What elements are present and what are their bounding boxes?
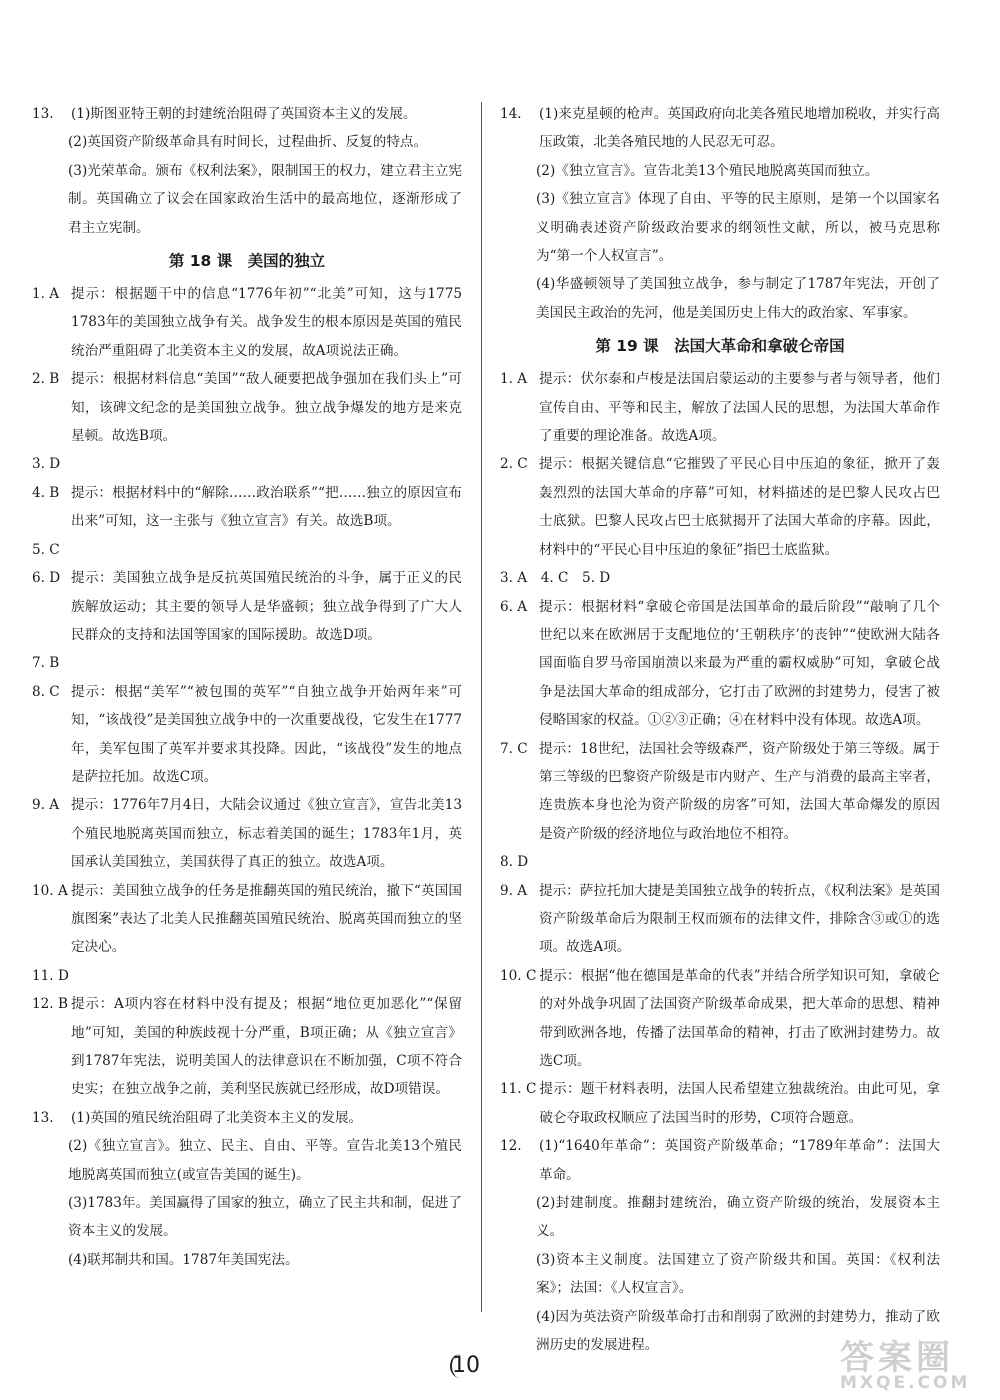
answer-item-13: [32, 1104, 462, 1274]
item-number: 13.: [32, 106, 54, 122]
item-text: [72, 962, 462, 990]
item-number: 11. D: [32, 967, 69, 984]
item-text: 提示：1776年7月4日，大陆会议通过《独立宣言》，宣告北美13个殖民地脱离英国而独立，标志着美国的诞生；1783年1月，英国承认美国独立，美国获得了真正的独立。故选A项。: [71, 797, 462, 871]
item-part: (1)斯图亚特王朝的封建统治阻碍了英国资本主义的发展。: [71, 106, 417, 122]
item-text: [613, 564, 940, 592]
answer-item: [500, 450, 940, 564]
item-text: 提示：根据材料中的“解除……政治联系”“把……独立的原因宣布出来”可知，这一主张与《独立宣言》有关。故选B项。: [71, 484, 462, 530]
item-text: 提示：根据材料信息“美国”“敌人硬要把战争强加在我们头上”可知，该碑文纪念的是美国独立战争。独立战争爆发的地方是来克星顿。故选B项。: [71, 371, 462, 445]
item-text: 提示：18世纪，法国社会等级森严，资产阶级处于第三等级。属于第三等级的巴黎资产阶级是市内财产、生产与消费的最高主宰者，连贵族本身也沦为资产阶级的房客”可知，法国大革命爆发的原因是资产阶级的经济地位与政治地位不相符。: [539, 740, 940, 842]
answer-item: [500, 848, 940, 876]
item-part: (3)《独立宣言》体现了自由、平等的民主原则，是第一个以国家名义明确表述资产阶级政治要求的纲领性文献，所以，被马克思称为“第一个人权宣言”。: [536, 191, 940, 265]
lesson-18-heading: 第 18 课 美国的独立: [168, 252, 326, 271]
answer-item: [32, 791, 462, 876]
item-number: 9. A: [32, 797, 60, 814]
item-number: 10. A: [32, 882, 68, 899]
item-number: 5. C: [32, 541, 60, 558]
item-text: [71, 450, 462, 478]
item-part: (1)来克星顿的枪声。英国政府向北美各殖民地增加税收，并实行高压政策，北美各殖民地的人民忍无可忍。: [539, 106, 940, 151]
item-text: 提示：美国独立战争的任务是推翻英国的殖民统治，撤下“英国国旗图案”表达了北美人民推翻英国殖民统治、脱离英国而独立的坚定决心。: [71, 882, 462, 956]
item-number: 4. B: [32, 484, 60, 501]
item-text: 提示：根据“他在德国是革命的代表”并结合所学知识可知，拿破仑的对外战争巩固了法国资产阶级革命成果，把大革命的思想、精神带到欧洲各地，传播了法国革命的精神，打击了欧洲封建势力。故选C项。: [539, 967, 940, 1069]
answer-item-13-prev: [32, 100, 462, 242]
item-number: 12.: [500, 1138, 522, 1155]
item-part: (3)1783年。美国赢得了国家的独立，确立了民主共和制，促进了资本主义的发展。: [68, 1195, 462, 1240]
item-part: (4)华盛顿领导了美国独立战争，参与制定了1787年宪法，开创了美国民主政治的先河，他是美国历史上伟大的政治家、军事家。: [536, 276, 940, 321]
item-text: [71, 536, 462, 564]
item-text: [539, 848, 940, 876]
answer-item: [500, 962, 940, 1076]
right-column: [500, 100, 940, 1359]
watermark-logo: [840, 1330, 990, 1394]
item-number: 7. C: [500, 740, 528, 757]
answer-item-12: [500, 1132, 940, 1359]
answer-item: [32, 962, 462, 990]
item-part: (2)《独立宣言》。独立、民主、自由、平等。宣告北美13个殖民地脱离英国而独立(或宣告美国的诞生)。: [68, 1138, 462, 1183]
item-text: 提示：根据关键信息“它摧毁了平民心目中压迫的象征，掀开了轰轰烈烈的法国大革命的序幕”可知，材料描述的是巴黎人民攻占巴士底狱。巴黎人民攻占巴士底狱揭开了法国大革命的序幕。因此，材料中的“平民心目中压迫的象征”指巴士底监狱。: [539, 456, 940, 558]
answer-item: [32, 536, 462, 564]
item-number: 2. C: [500, 456, 528, 473]
answer-item: [32, 365, 462, 450]
item-part: (1)“1640年革命”：英国资产阶级革命；“1789年革命”：法国大革命。: [539, 1138, 940, 1183]
watermark-main-text: 答案圈: [840, 1338, 954, 1378]
item-text: 提示：根据“美军”“被包围的英军”“自独立战争开始两年来”可知，“该战役”是美国独立战争中的一次重要战役，它发生在1777年，美军包围了英军并要求其投降。因此，“该战役”发生的地点是萨拉托加。故选C项。: [71, 683, 462, 785]
item-number: 7. B: [32, 655, 60, 672]
answer-item-14: [500, 100, 940, 327]
left-column: [32, 100, 476, 1274]
item-part: (2)封建制度。推翻封建统治，确立资产阶级的统治，发展资本主义。: [536, 1195, 940, 1240]
item-part: (4)因为英法资产阶级革命打击和削弱了欧洲的封建势力，推动了欧洲历史的发展进程。: [536, 1308, 940, 1354]
item-part: (3)资本主义制度。法国建立了资产阶级共和国。英国：《权利法案》；法国：《人权宣言》。: [536, 1251, 940, 1297]
item-text: 提示：题干材料表明，法国人民希望建立独裁统治。由此可见，拿破仑夺取政权顺应了法国当时的形势，C项符合题意。: [539, 1081, 940, 1126]
item-number: 6. D: [32, 570, 61, 587]
answer-item: [32, 479, 462, 536]
page-number-text: 10: [452, 1353, 480, 1378]
item-part: (2)《独立宣言》。宣告北美13个殖民地脱离英国而独立。: [536, 162, 879, 179]
item-number: 9. A: [500, 882, 528, 899]
item-text: [71, 649, 462, 677]
item-part: (4)联邦制共和国。1787年美国宪法。: [68, 1251, 299, 1268]
item-text: 提示：伏尔泰和卢梭是法国启蒙运动的主要参与者与领导者，他们宣传自由、平等和民主，解放了法国人民的思想，为法国大革命作了重要的理论准备。故选A项。: [539, 371, 940, 445]
answer-item: [32, 564, 462, 649]
item-text: 提示：美国独立战争是反抗英国殖民统治的斗争，属于正义的民族解放运动；其主要的领导人是华盛顿；独立战争得到了广大人民群众的支持和法国等国家的国际援助。故选D项。: [71, 570, 462, 643]
lesson-19-heading: 第 19 课 法国大革命和拿破仑帝国: [595, 337, 845, 356]
column-divider: [481, 102, 482, 1312]
answer-item: [32, 678, 462, 792]
answer-item: [500, 735, 940, 849]
item-number: 1. A: [32, 286, 60, 303]
item-number: 12. B: [32, 996, 68, 1013]
page-number-bracket: [450, 1354, 470, 1378]
item-number: 14.: [500, 106, 522, 122]
watermark-sub-text: MXQE.COM: [840, 1373, 971, 1393]
item-text: 提示：A项内容在材料中没有提及；根据“地位更加恶化”“保留地”可知，美国的种族歧视十分严重，B项正确；从《独立宣言》到1787年宪法，说明美国人的法律意识在不断加强，C项不符合史实；在独立战争之前，美利坚民族就已经形成，故D项错误。: [71, 996, 462, 1098]
page-number: [446, 1350, 486, 1382]
answer-item: [500, 877, 940, 962]
item-number: 10. C: [500, 967, 537, 984]
item-text: 提示：根据题干中的信息“1776年初”“北美”可知，这与1775 1783年的美国独立战争有关。战争发生的根本原因是英国的殖民统治严重阻碍了北美资本主义的发展，故A项说法正确。: [71, 286, 476, 359]
answer-item: [500, 593, 940, 735]
item-number: 8. D: [500, 854, 529, 871]
item-text: 提示：根据材料“拿破仑帝国是法国革命的最后阶段”“敲响了几个世纪以来在欧洲居于支配地位的‘王朝秩序’的丧钟”“使欧洲大陆各国面临自罗马帝国崩溃以来最为严重的霸权威胁”可知，拿破仑战争是法国大革命的组成部分，它打击了欧洲的封建势力，侵害了被侵略国家的权益。①②③正确；④在材料中没有体现。故选A项。: [539, 598, 940, 729]
answer-item: [32, 990, 462, 1104]
item-number: 1. A: [500, 371, 528, 388]
answer-item: [32, 877, 462, 962]
answer-item: [32, 450, 462, 478]
answer-item: [500, 1075, 940, 1132]
item-number: 13.: [32, 1109, 54, 1126]
item-text: 提示：萨拉托加大捷是美国独立战争的转折点，《权利法案》是英国资产阶级革命后为限制王权而颁布的法律文件，排除含③或①的选项。故选A项。: [539, 882, 941, 956]
item-part: (2)英国资产阶级革命具有时间长，过程曲折、反复的特点。: [68, 134, 428, 151]
item-number: 3. D: [32, 456, 61, 473]
answer-item: [32, 280, 476, 365]
answer-item: [500, 365, 940, 450]
item-number: 11. C: [500, 1081, 537, 1098]
item-number: 6. A: [500, 598, 528, 615]
answer-item: [32, 649, 462, 677]
item-number: 2. B: [32, 371, 60, 388]
item-part: (1)英国的殖民统治阻碍了北美资本主义的发展。: [71, 1109, 363, 1126]
item-number: 3. A 4. C 5. D: [500, 570, 611, 587]
item-part: (3)光荣革命。颁布《权利法案》，限制国王的权力，建立君主立宪制。英国确立了议会在国家政治生活中的最高地位，逐渐形成了君主立宪制。: [68, 162, 462, 236]
item-number: 8. C: [32, 683, 60, 700]
answer-item: [500, 564, 940, 592]
